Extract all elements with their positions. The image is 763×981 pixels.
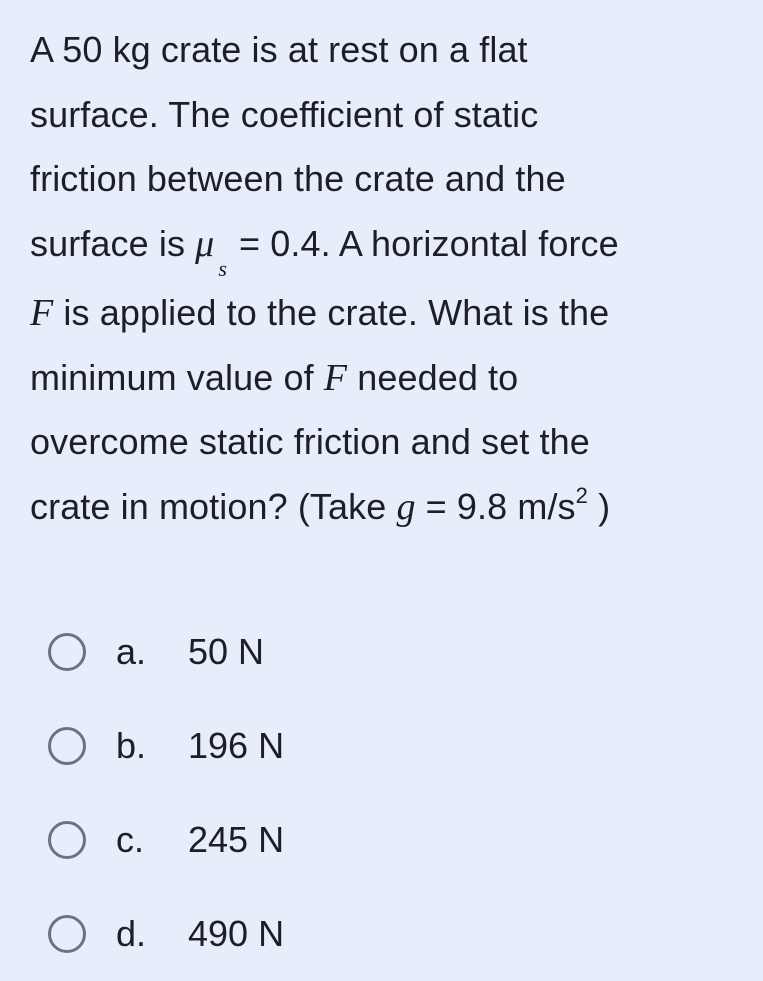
exponent: 2 (575, 482, 588, 508)
option-letter: a. (116, 631, 147, 672)
force-symbol: F (323, 356, 348, 399)
question-fragment: crate in motion? (Take (30, 485, 397, 527)
radio-button[interactable] (48, 727, 86, 765)
question-fragment: = 9.8 m/s (415, 485, 576, 527)
option-d[interactable] (48, 887, 284, 981)
option-text: 245 N (188, 819, 285, 860)
question-line (30, 346, 755, 411)
question-line (30, 281, 755, 346)
option-a[interactable] (48, 605, 284, 699)
question-fragment: is applied to the crate. What is the (53, 292, 610, 333)
question-line (30, 83, 755, 148)
question-fragment: surface. The coefficient of static (30, 93, 539, 135)
question-text (30, 18, 755, 544)
question-line (30, 147, 755, 212)
question-fragment: = 0.4. A horizontal force (239, 222, 619, 264)
question-fragment: ) (588, 485, 611, 527)
radio-button[interactable] (48, 915, 86, 953)
mu-symbol: μ (195, 222, 215, 265)
radio-button[interactable] (48, 821, 86, 859)
radio-button[interactable] (48, 633, 86, 671)
question-fragment: minimum value of (30, 356, 324, 398)
option-letter: d. (116, 913, 147, 954)
answer-options (48, 605, 284, 981)
force-symbol: F (30, 292, 54, 334)
option-text: 196 N (188, 725, 285, 766)
option-letter: c. (116, 819, 145, 860)
question-line (30, 212, 755, 282)
option-c[interactable] (48, 793, 284, 887)
gravity-symbol: g (396, 485, 416, 528)
question-fragment: A 50 kg crate is at rest on a flat (30, 29, 528, 70)
option-b[interactable] (48, 699, 284, 793)
question-fragment: surface is (30, 222, 196, 264)
mu-subscript: s (218, 255, 228, 281)
question-fragment: friction between the crate and the (30, 158, 566, 199)
question-line (30, 410, 755, 475)
option-text: 50 N (188, 631, 265, 672)
option-text: 490 N (188, 913, 285, 954)
option-letter: b. (116, 725, 147, 766)
question-line (30, 475, 755, 545)
question-fragment: overcome static friction and set the (30, 421, 590, 462)
question-fragment: needed to (347, 356, 519, 398)
question-line (30, 18, 755, 83)
